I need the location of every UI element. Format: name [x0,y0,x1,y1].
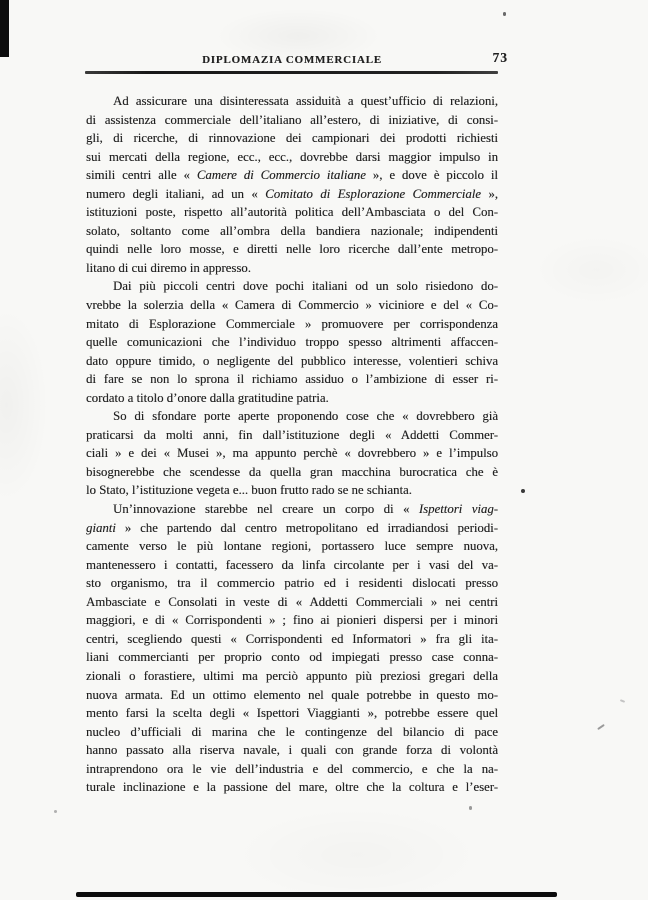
text-segment: gli, di ricerche, di rinnovazione dei campionari dei prodotti richiesti [86,131,498,146]
text-segment: simili centri alle « [86,168,197,183]
text-segment: dato oppure timido, o negligente del pubblico interesse, volentieri schiva [86,353,498,368]
scan-artifact-speck [469,806,472,810]
text-segment: sui mercati della regione, ecc., ecc., dovrebbe darsi maggior impulso in [86,149,498,164]
text-segment: ciali » e dei « Musei », ma appunto perchè « dovrebbero » e l’impulso [86,446,498,461]
text-segment: Un’innovazione starebbe nel creare un corpo di « [113,502,419,517]
text-line [86,686,498,705]
text-line [86,667,498,686]
text-segment: di assistenza commerciale dell’italiano all’estero, di iniziative, di consi- [86,112,498,127]
text-line [86,333,498,352]
text-segment: nuova armata. Ed un ottimo elemento nel quale potrebbe in questo mo- [86,687,498,702]
text-segment: sto organismo, tra il commercio patrio ed i residenti dislocati presso [86,576,498,591]
text-line [86,444,498,463]
text-segment: », [481,186,498,201]
text-line [86,481,498,500]
text-line [86,203,498,222]
scan-artifact-speck [503,12,506,16]
text-segment: quelle comunicazioni che l’individuo troppo spesso altrimenti affaccen- [86,335,498,350]
text-segment: hanno passato alla riserva navale, i quali con grande forza di volontà [86,743,498,758]
text-line [86,370,498,389]
text-line [86,166,498,185]
text-line [86,463,498,482]
text-line [86,426,498,445]
text-line [86,556,498,575]
text-segment: mitato di Esplorazione Commerciale » promuovere per corrispondenza [86,316,498,331]
text-segment: intraprendono ora le vie dell’industria e del commercio, e che la na- [86,761,498,776]
text-segment: quindi nelle loro mosse, e diretti nelle loro ricerche dall’ente metropo- [86,242,498,257]
text-segment: turale inclinazione e la passione del mare, oltre che la coltura e l’eser- [86,780,498,795]
text-segment: mantenessero i contatti, facessero da linfa circolante per i vasi del va- [86,557,498,572]
header-rule [85,71,498,74]
text-line [86,185,498,204]
text-line [86,723,498,742]
text-segment: bisognerebbe che scendesse da quella gran macchina burocratica che è [86,464,498,479]
text-segment: cordato a titolo d’onore dalla gratitudine patria. [86,390,329,405]
text-line [86,760,498,779]
running-header [86,50,508,69]
text-segment: », e dove è piccolo il [365,168,498,183]
body-text [86,92,498,797]
text-line [86,259,498,278]
italic-text-segment: Comitato di Esplorazione Commerciale [265,186,481,201]
text-segment: » che partendo dal centro metropolitano ed irradiandosi periodi- [115,520,498,535]
text-segment: centri, scegliendo questi « Corrispondenti ed Informatori » fra gli ita- [86,631,498,646]
text-segment: lo Stato, l’istituzione vegeta e... buon frutto rado se ne schianta. [86,483,412,498]
text-segment: nucleo d’ufficiali di marina che le contingenze del bilancio di pace [86,724,498,739]
text-segment: Ad assicurare una disinteressata assiduità a quest’ufficio di relazioni, [113,94,498,108]
text-line [86,352,498,371]
text-segment: di fare se non lo sprona il richiamo assiduo o l’ambizione di esser ri- [86,372,498,387]
text-line [86,741,498,760]
text-segment: liani commercianti per proprio conto od impiegati presso case conna- [86,650,498,665]
text-line [86,500,498,519]
scan-artifact-speck [597,724,605,730]
text-line [86,277,498,296]
text-segment: vrebbe la solerzia della « Camera di Commercio » viciniore e del « Co- [86,298,498,313]
italic-text-segment: Ispettori viag- [418,502,498,517]
text-line [86,611,498,630]
text-line [86,704,498,723]
text-line [86,296,498,315]
text-line [86,129,498,148]
text-segment: istituzioni poste, rispetto all’autorità politica dell’Ambasciata o del Con- [86,205,498,220]
scan-artifact-speck [521,489,525,493]
text-line [86,630,498,649]
scan-artifact-bottom-edge-bar [76,892,557,897]
scan-artifact-speck [54,810,57,813]
text-line [86,574,498,593]
text-line [86,240,498,259]
text-line [86,389,498,408]
text-line [86,222,498,241]
text-segment: litano di cui diremo in appresso. [86,260,251,275]
text-segment: mento farsi la scelta degli « Ispettori Viaggianti », potrebbe essere quel [86,706,498,721]
page-number: 73 [492,50,508,65]
text-line [86,648,498,667]
text-segment: camente verso le più lontane regioni, portassero luce sempre nuova, [86,539,498,554]
text-line [86,778,498,797]
text-line [86,519,498,538]
scan-artifact-left-edge-bar [0,0,9,57]
text-line [86,92,498,111]
text-line [86,148,498,167]
text-segment: numero degli italiani, ad un « [86,186,266,201]
text-segment: Ambasciate e Consolati in veste di « Addetti Commerciali » nei centri [86,594,498,609]
scan-artifact-speck [620,699,625,703]
italic-text-segment: gianti [86,520,116,535]
text-segment: maggiori, e di « Corrispondenti » ; fino ai pionieri dispersi per i minori [86,613,498,628]
text-segment: zionali o forastiere, ultimi ma perciò appunto più preziosi gregari della [86,668,498,683]
text-segment: praticarsi da molti anni, fin dall’istituzione degli « Addetti Commer- [86,427,498,442]
running-header-title: DIPLOMAZIA COMMERCIALE [202,54,382,66]
text-segment: solato, soltanto come all’ombra della bandiera nazionale; indipendenti [86,223,498,238]
italic-text-segment: Camere di Commercio italiane [196,168,366,183]
text-line [86,537,498,556]
text-line [86,111,498,130]
text-segment: Dai più piccoli centri dove pochi italiani od un solo risiedono do- [113,279,498,294]
text-segment: So di sfondare porte aperte proponendo cose che « dovrebbero già [113,409,498,424]
text-line [86,407,498,426]
text-line [86,315,498,334]
text-line [86,593,498,612]
